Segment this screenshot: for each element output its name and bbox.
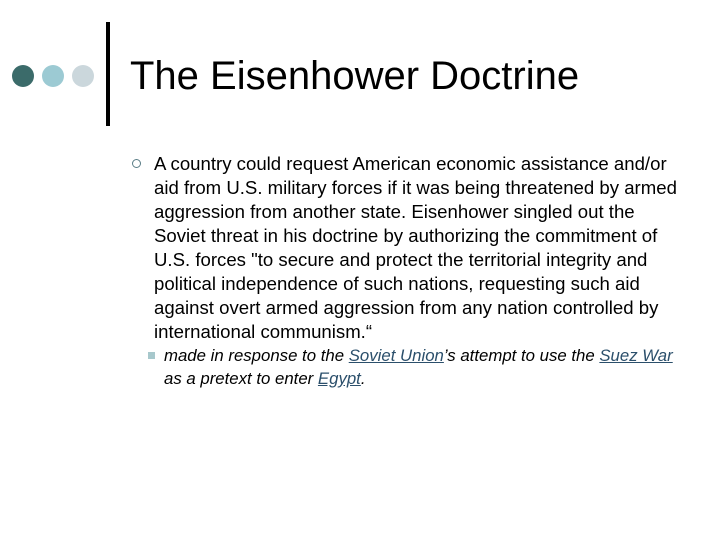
sub-text-part: . — [360, 369, 366, 388]
decorative-dots — [12, 65, 102, 87]
egypt-link[interactable]: Egypt — [317, 369, 361, 388]
title-divider — [106, 22, 110, 126]
slide-body — [132, 152, 687, 390]
sub-text-part: ’s attempt to use the — [443, 346, 600, 365]
bullet-text: A country could request American economic assistance and/or aid from U.S. military forces if it was being threatened by armed aggression from another state. Eisenhower singled out the Soviet threat in his doctrine by authorizing the commitment of U.S. forces "to secure and protect the territorial integrity and political independence of such nations, requesting such aid against overt armed aggression from any nation controlled by international communism.“ — [154, 153, 677, 342]
dark-dot — [12, 65, 34, 87]
bullet-item — [132, 152, 687, 344]
light-dot — [72, 65, 94, 87]
suez-war-link[interactable]: Suez War — [599, 346, 673, 365]
soviet-union-link[interactable]: Soviet Union — [348, 346, 444, 365]
medium-dot — [42, 65, 64, 87]
sub-bullet-text — [164, 346, 673, 388]
sub-text-part: made in response to the — [164, 346, 349, 365]
sub-bullet-item — [132, 344, 687, 390]
square-bullet-icon — [148, 352, 155, 359]
slide-title: The Eisenhower Doctrine — [130, 54, 580, 98]
sub-text-part: as a pretext to enter — [164, 369, 318, 388]
ring-bullet-icon — [132, 159, 141, 168]
